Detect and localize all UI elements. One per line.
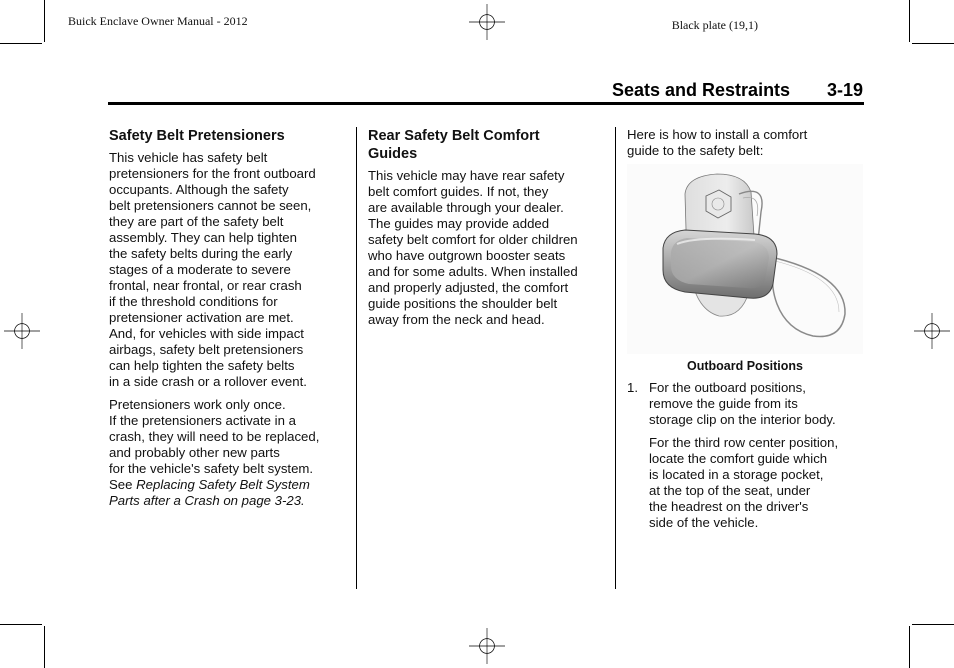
text-line: and properly adjusted, the comfort [368,280,569,295]
install-steps-list [627,380,863,428]
text-line: The guides may provide added [368,216,550,231]
text-line: the safety belts during the early [109,246,293,261]
text-line: are available through your dealer. [368,200,564,215]
text-line: and probably other new parts [109,445,280,460]
text-line: belt pretensioners cannot be seen, [109,198,312,213]
text-line: pretensioner activation are met. [109,310,294,325]
section-title: Seats and Restraints [612,80,791,100]
paragraph-comfort-guides [368,168,608,328]
crop-mark-top-right-h [912,43,954,44]
column-install-steps [627,127,863,531]
step-number: 1. [627,380,638,395]
text-line: crash, they will need to be replaced, [109,429,320,444]
text-line: can help tighten the safety belts [109,358,295,373]
crop-mark-bottom-right-v [909,626,910,668]
crop-mark-top-right-v [909,0,910,42]
text-line: at the top of the seat, under [649,483,811,498]
text-line: who have outgrown booster seats [368,248,566,263]
text-line: frontal, near frontal, or rear crash [109,278,302,293]
cross-reference-link-cont[interactable]: Parts after a Crash on page 3-23. [109,493,305,508]
figure-caption: Outboard Positions [687,359,803,373]
text-line: if the threshold conditions for [109,294,278,309]
registration-mark-top [460,4,514,40]
text-line: and for some adults. When installed [368,264,578,279]
paragraph-install-intro [627,127,863,159]
crop-mark-bottom-left-v [44,626,45,668]
text-line: stages of a moderate to severe [109,262,291,277]
column-divider-1 [356,127,357,589]
column-divider-2 [615,127,616,589]
registration-mark-right [914,296,950,366]
text-line: Here is how to install a comfort [627,127,808,142]
column-pretensioners [109,127,349,516]
text-line: is located in a storage pocket, [649,467,824,482]
paragraph-pretensioners-once [109,397,349,509]
text-line: assembly. They can help tighten [109,230,297,245]
comfort-guide-illustration [627,164,863,354]
text-line: guide to the safety belt: [627,143,764,158]
text-line: occupants. Although the safety [109,182,289,197]
crop-mark-bottom-right-h [912,624,954,625]
crop-mark-bottom-left-h [0,624,42,625]
heading-pretensioners: Safety Belt Pretensioners [109,128,285,144]
heading-line: Guides [368,146,418,162]
column-comfort-guides [368,127,608,335]
text-line: away from the neck and head. [368,312,545,327]
plate-number: Black plate (19,1) [671,18,758,32]
text-line: belt comfort guides. If not, they [368,184,549,199]
text-line: the headrest on the driver's [649,499,809,514]
registration-mark-bottom [460,628,514,664]
text-line: side of the vehicle. [649,515,759,530]
page-number: 3-19 [827,80,864,100]
text-line: If the pretensioners activate in a [109,413,296,428]
step-sub-paragraph [627,435,863,531]
text-line: Pretensioners work only once. [109,397,286,412]
text-line: storage clip on the interior body. [649,412,836,427]
text-line: This vehicle may have rear safety [368,168,565,183]
list-item [627,380,863,428]
text-line: For the third row center position, [649,435,839,450]
text-line: airbags, safety belt pretensioners [109,342,304,357]
text-line: And, for vehicles with side impact [109,326,304,341]
text-line: remove the guide from its [649,396,798,411]
text-line: This vehicle has safety belt [109,150,268,165]
cross-reference-link[interactable]: Replacing Safety Belt System [136,477,310,492]
paragraph-pretensioners-intro [109,150,349,390]
text-line: safety belt comfort for older children [368,232,578,247]
crop-mark-top-left-h [0,43,42,44]
text-line: For the outboard positions, [649,380,806,395]
registration-mark-left [4,296,40,366]
text-line: for the vehicle's safety belt system. [109,461,314,476]
text-line: guide positions the shoulder belt [368,296,558,311]
text-line: pretensioners for the front outboard [109,166,316,181]
see-reference-line [109,477,349,493]
text-line: they are part of the safety belt [109,214,284,229]
text-line: locate the comfort guide which [649,451,828,466]
crop-mark-top-left-v [44,0,45,42]
heading-line: Rear Safety Belt Comfort [368,128,540,144]
text-line: in a side crash or a rollover event. [109,374,307,389]
see-prefix: See [109,477,137,492]
heading-comfort-guides [368,127,608,163]
header-rule [108,102,864,105]
plate-title: Buick Enclave Owner Manual - 2012 [68,14,248,28]
